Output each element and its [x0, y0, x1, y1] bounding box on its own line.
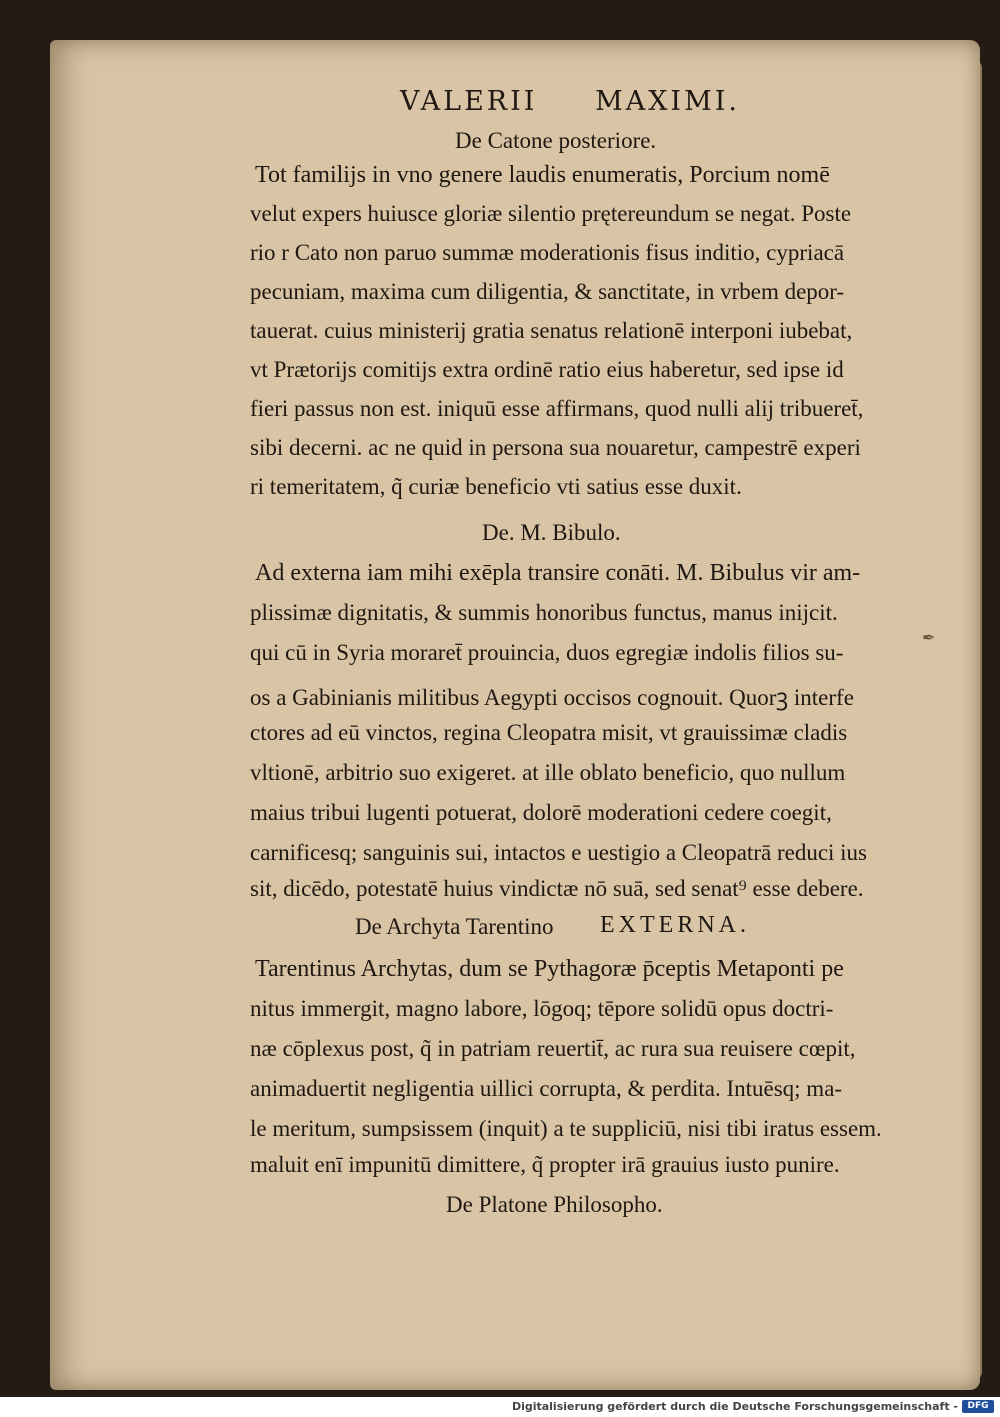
text-line: sibi decerni. ac ne quid in persona sua nouaretur, campestrē experi — [250, 435, 861, 460]
text-line: tauerat. cuius ministerij gratia senatus relationē interponi iubebat, — [250, 318, 853, 343]
text-line: animaduertit negligentia uillici corrupta, & perdita. Intuēsq; ma- — [250, 1076, 843, 1101]
text-line: plissimæ dignitatis, & summis honoribus functus, manus inijcit. — [250, 600, 838, 625]
dfg-logo: DFG — [962, 1400, 994, 1413]
text-line: Tarentinus Archytas, dum se Pythagoræ p̄ceptis Metaponti pe — [255, 956, 844, 982]
text-line: ri temeritatem, q̃ curiæ beneficio vti satius esse duxit. — [250, 474, 742, 499]
running-head-left: VALERII — [400, 86, 538, 117]
text-line: Ad externa iam mihi exēpla transire conāti. M. Bibulus vir am- — [255, 560, 861, 586]
section-heading-3: De Archyta Tarentino — [355, 914, 554, 939]
text-line: næ cōplexus post, q̃ in patriam reuertit̄, ac rura sua reuisere cœpit, — [250, 1036, 856, 1061]
text-line: maius tribui lugenti potuerat, dolorē moderationi cedere coegit, — [250, 800, 832, 825]
section-heading-2: De. M. Bibulo. — [482, 520, 621, 545]
text-line: carnificesq; sanguinis sui, intactos e uestigio a Cleopatrā reduci ius — [250, 840, 868, 865]
ink-mark-icon: ✒ — [922, 628, 936, 647]
text-line: rio r Cato non paruo summæ moderationis fisus inditio, cypriacā — [250, 240, 845, 265]
text-line: fieri passus non est. iniquū esse affirmans, quod nulli alij tribueret̄, — [250, 396, 864, 421]
section-heading-3-external: EXTERNA. — [600, 912, 750, 938]
text-line: Tot familijs in vno genere laudis enumeratis, Porcium nomē — [255, 162, 830, 188]
text-line: velut expers huiusce gloriæ silentio prętereundum se negat. Poste — [250, 201, 852, 226]
text-line: os a Gabinianis militibus Aegypti occisos cognouit. Quorꝫ interfe — [250, 685, 854, 710]
running-head-right: MAXIMI. — [595, 86, 740, 117]
text-line: le meritum, sumpsissem (inquit) a te suppliciū, nisi tibi iratus essem. — [250, 1116, 882, 1141]
text-line: qui cū in Syria moraret̄ prouincia, duos egregiæ indolis filios su- — [250, 640, 844, 665]
text-line: pecuniam, maxima cum diligentia, & sanctitate, in vrbem depor- — [250, 279, 845, 304]
section-heading-4: De Platone Philosopho. — [446, 1192, 663, 1217]
text-line: nitus immergit, magno labore, lōgoq; tēpore solidū opus doctri- — [250, 996, 834, 1021]
text-line: vt Prætorijs comitijs extra ordinē ratio eius haberetur, sed ipse id — [250, 357, 844, 382]
running-head — [400, 86, 740, 117]
footer-credit: Digitalisierung gefördert durch die Deutsche Forschungsgemeinschaft - — [511, 1400, 958, 1413]
text-line: vltionē, arbitrio suo exigeret. at ille oblato beneficio, quo nullum — [250, 760, 846, 785]
text-line: ctores ad eū vinctos, regina Cleopatra misit, vt grauissimæ cladis — [250, 720, 848, 745]
footer-bar — [0, 1397, 1000, 1417]
section-heading-1: De Catone posteriore. — [455, 128, 657, 153]
text-line: sit, dicēdo, potestatē huius vindictæ nō suā, sed senat⁹ esse debere. — [250, 876, 864, 901]
text-line: maluit enī impunitū dimittere, q̃ propter irā grauius iusto punire. — [250, 1152, 840, 1177]
